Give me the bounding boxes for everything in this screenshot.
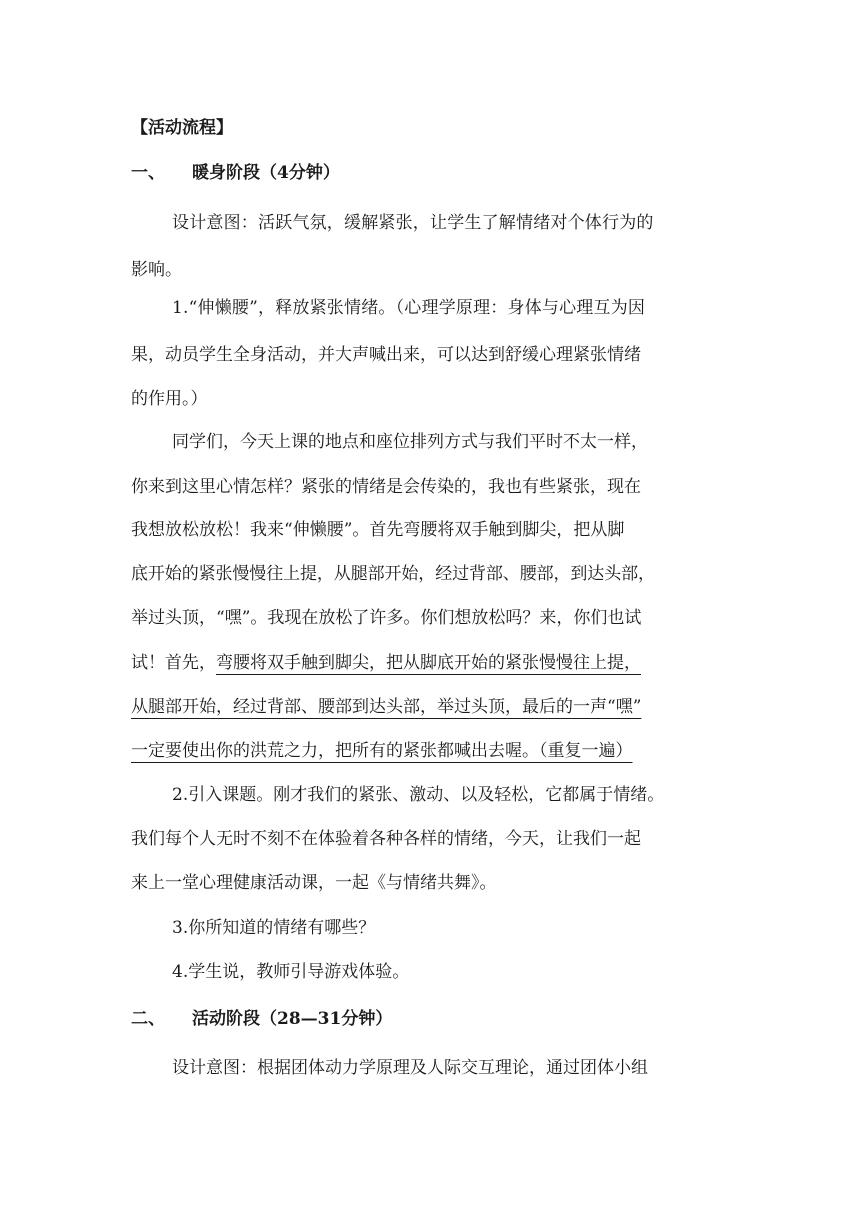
item1-line-1: 1.“伸懒腰”，释放紧张情绪。（心理学原理：身体与心理互为因 — [172, 298, 646, 318]
item1-line-2: 果，动员学生全身活动，并大声喊出来，可以达到舒缓心理紧张情绪 — [131, 345, 641, 365]
item4-line: 4.学生说，教师引导游戏体验。 — [172, 962, 410, 982]
stage2-title: 活动阶段（28—31分钟） — [192, 1009, 393, 1029]
script-line-2: 你来到这里心情怎样？紧张的情绪是会传染的，我也有些紧张，现在 — [131, 477, 641, 497]
section-title: 【活动流程】 — [131, 118, 233, 138]
stage2-number: 二、 — [131, 1009, 165, 1029]
item2-line-3: 来上一堂心理健康活动课，一起《与情绪共舞》。 — [131, 873, 497, 893]
script-line-3: 我想放松放松！我来“伸懒腰”。首先弯腰将双手触到脚尖，把从脚 — [131, 520, 625, 540]
stage1-design-intent-line-2: 影响。 — [131, 260, 182, 280]
script-line-1: 同学们，今天上课的地点和座位排列方式与我们平时不太一样， — [172, 432, 648, 452]
script-line-5: 举过头顶，“嘿”。我现在放松了许多。你们想放松吗？来，你们也试 — [131, 608, 642, 628]
stage1-design-intent-line-1: 设计意图：活跃气氛，缓解紧张，让学生了解情绪对个体行为的 — [172, 213, 654, 233]
script-line-6-underlined: 弯腰将双手触到脚尖，把从脚底开始的紧张慢慢往上提， — [216, 653, 641, 673]
item2-line-2: 我们每个人无时不刻不在体验着各种各样的情绪，今天，让我们一起 — [131, 829, 641, 849]
item1-line-3: 的作用。） — [131, 389, 208, 409]
script-underlined-line-2: 一定要使出你的洪荒之力，把所有的紧张都喊出去喔。（重复一遍） — [131, 741, 633, 761]
item2-line-1: 2.引入课题。刚才我们的紧张、激动、以及轻松，它都属于情绪。 — [172, 785, 665, 805]
script-underlined-line-1: 从腿部开始，经过背部、腰部到达头部，举过头顶，最后的一声“嘿” — [131, 697, 642, 717]
stage1-title: 暖身阶段（4分钟） — [192, 163, 340, 183]
stage2-design-intent-line: 设计意图：根据团体动力学原理及人际交互理论，通过团体小组 — [172, 1058, 648, 1078]
stage1-number: 一、 — [131, 163, 165, 183]
script-line-4: 底开始的紧张慢慢往上提，从腿部开始，经过背部、腰部，到达头部， — [131, 564, 655, 584]
script-line-6 — [131, 653, 641, 673]
item3-line: 3.你所知道的情绪有哪些？ — [172, 918, 376, 938]
script-line-6-prefix: 试！首先， — [131, 653, 216, 673]
